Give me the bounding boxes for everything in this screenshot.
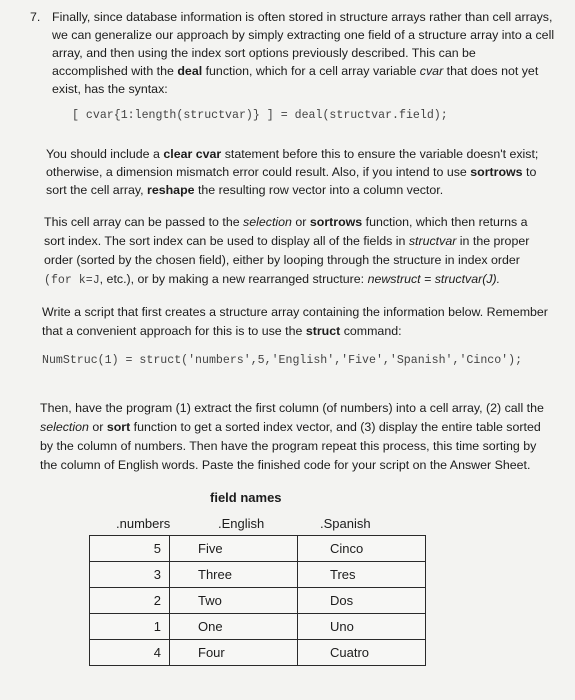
para2-line2: otherwise, a dimension mismatch error could result. Also, if you intend to use sortrows to [46,165,537,179]
para1-line4: accomplished with the deal function, which for a cell array variable cvar that does not yet [52,64,539,78]
col-header-spanish: .Spanish [320,516,371,531]
para3-line2: sort index. The sort index can be used to display all of the fields in structvar in the proper [44,234,530,248]
table-cell: Four [170,640,298,666]
table-row [90,562,426,588]
table-cell: Uno [298,614,426,640]
table-cell: Cinco [298,536,426,562]
para3-line3: order (sorted by the chosen field), either by looping through the structure in index order [44,253,520,267]
struct-code: NumStruc(1) = struct('numbers',5,'English','Five','Spanish','Cinco'); [42,354,523,367]
table-title: field names [210,490,282,505]
col-header-english: .English [218,516,265,531]
para5-line3: by the column of numbers. Then have the program repeat this process, this time sorting by [40,439,537,453]
table-cell: 1 [90,614,170,640]
table-cell: 4 [90,640,170,666]
table-row [90,640,426,666]
para2-line3: sort the cell array, reshape the resulting row vector into a column vector. [46,183,444,197]
table-cell: One [170,614,298,640]
para1-line5: exist, has the syntax: [52,82,168,96]
data-table [89,535,426,666]
col-header-numbers: .numbers [116,516,171,531]
para3-line4: (for k=J, etc.), or by making a new rearranged structure: newstruct = structvar(J). [44,272,501,287]
para5-line1: Then, have the program (1) extract the first column (of numbers) into a cell array, (2) call the [40,401,544,415]
para3-line1: This cell array can be passed to the selection or sortrows function, which then returns a [44,215,528,229]
para2-line1: You should include a clear cvar statement before this to ensure the variable doesn't exist; [46,147,539,161]
table-cell: Two [170,588,298,614]
para5-line2: selection or sort function to get a sorted index vector, and (3) display the entire table sorted [40,420,541,434]
table-cell: 5 [90,536,170,562]
table-cell: Dos [298,588,426,614]
table-row [90,588,426,614]
table-row [90,536,426,562]
table-cell: Cuatro [298,640,426,666]
table-cell: 3 [90,562,170,588]
item-number: 7. [30,10,41,24]
table-cell: Tres [298,562,426,588]
table-row [90,614,426,640]
table-cell: 2 [90,588,170,614]
para1-line1: Finally, since database information is often stored in structure arrays rather than cell arrays, [52,10,553,24]
para1-line3: array, and then using the index sort options previously described. This can be [52,46,476,60]
para4-line1: Write a script that first creates a structure array containing the information below. Remember [42,305,548,319]
para4-line2: that a convenient approach for this is to use the struct command: [42,324,402,338]
para1-line2: we can generalize our approach by simply extracting one field of a structure array into a cell [52,28,555,42]
syntax-code: [ cvar{1:length(structvar)} ] = deal(structvar.field); [72,109,448,122]
table-cell: Three [170,562,298,588]
table-cell: Five [170,536,298,562]
para5-line4: the column of English words. Paste the finished code for your script on the Answer Sheet. [40,458,531,472]
